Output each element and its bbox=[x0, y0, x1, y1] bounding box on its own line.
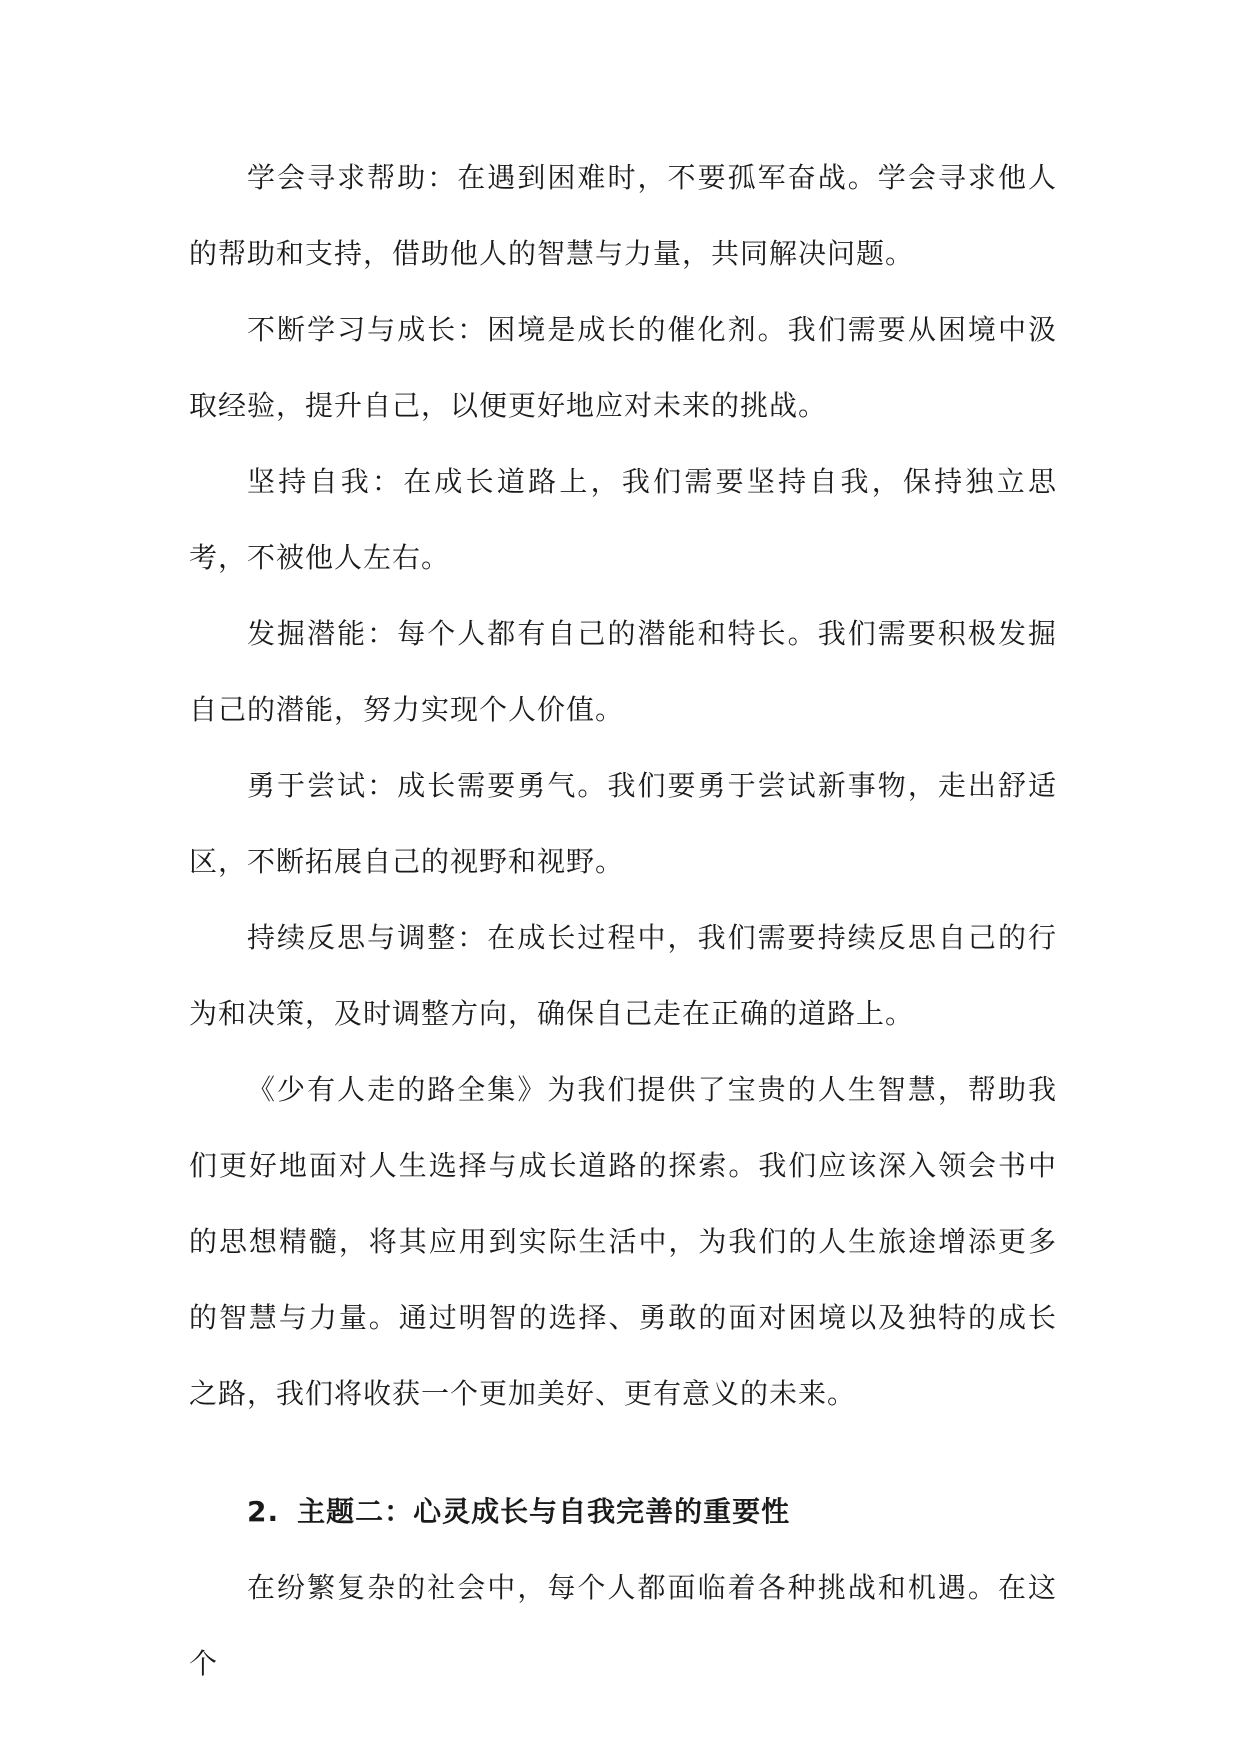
section-number: 2. bbox=[247, 1495, 280, 1528]
paragraph-section-intro: 在纷繁复杂的社会中，每个人都面临着各种挑战和机遇。在这个 bbox=[189, 1571, 1057, 1680]
paragraph-seek-help: 学会寻求帮助：在遇到困难时，不要孤军奋战。学会寻求他人的帮助和支持，借助他人的智慧与力量，共同解决问题。 bbox=[189, 161, 1057, 270]
section-heading bbox=[189, 1474, 1057, 1550]
paragraph-stay-yourself: 坚持自我：在成长道路上，我们需要坚持自我，保持独立思考，不被他人左右。 bbox=[189, 465, 1057, 574]
paragraph-keep-learning: 不断学习与成长：困境是成长的催化剂。我们需要从困境中汲取经验，提升自己，以便更好地应对未来的挑战。 bbox=[189, 313, 1057, 422]
paragraph-book-summary: 《少有人走的路全集》为我们提供了宝贵的人生智慧，帮助我们更好地面对人生选择与成长道路的探索。我们应该深入领会书中的思想精髓，将其应用到实际生活中，为我们的人生旅途增添更多的智慧与力量。通过明智的选择、勇敢的面对困境以及独特的成长之路，我们将收获一个更加美好、更有意义的未来。 bbox=[189, 1073, 1057, 1410]
paragraph-dare-to-try: 勇于尝试：成长需要勇气。我们要勇于尝试新事物，走出舒适区，不断拓展自己的视野和视野。 bbox=[189, 769, 1057, 878]
paragraph-discover-potential: 发掘潜能：每个人都有自己的潜能和特长。我们需要积极发掘自己的潜能，努力实现个人价值。 bbox=[189, 617, 1057, 726]
section-title: 主题二：心灵成长与自我完善的重要性 bbox=[297, 1495, 791, 1528]
paragraph-reflect-adjust: 持续反思与调整：在成长过程中，我们需要持续反思自己的行为和决策，及时调整方向，确保自己走在正确的道路上。 bbox=[189, 921, 1057, 1030]
document-body bbox=[189, 140, 1057, 1702]
